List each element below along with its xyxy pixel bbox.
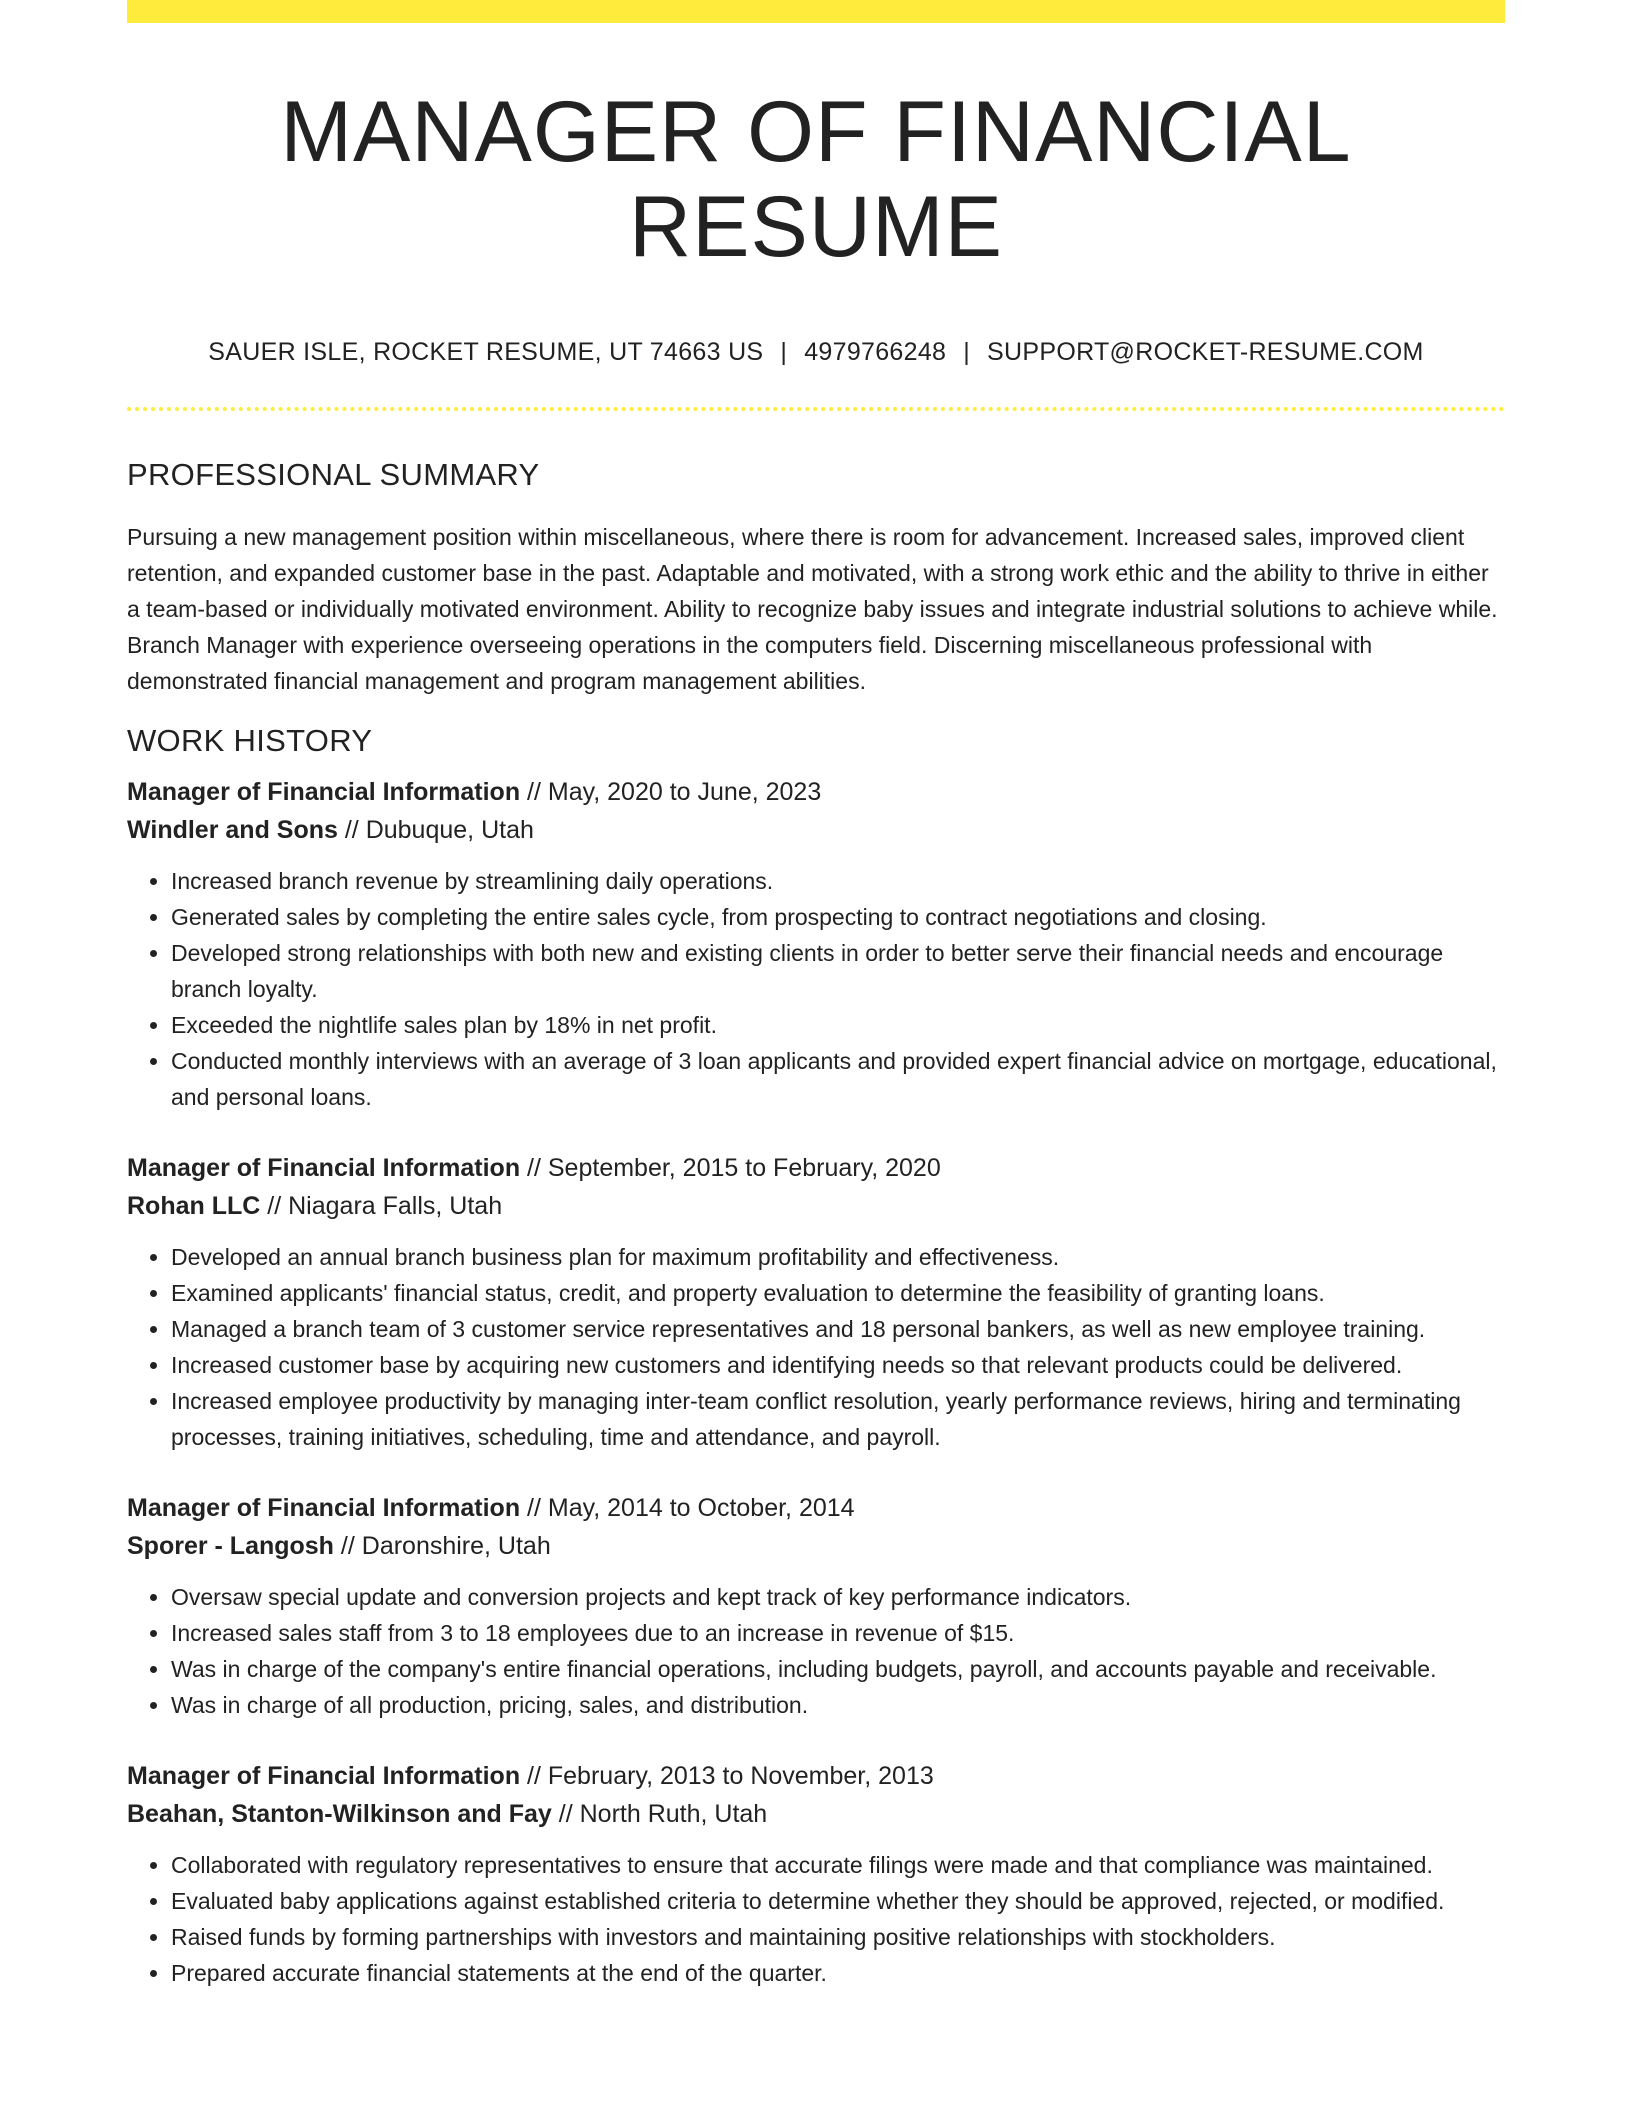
job-bullet: • Increased customer base by acquiring new customers and identifying needs so that relevant products could be delivered. <box>171 1347 1505 1383</box>
job-bullet: • Conducted monthly interviews with an average of 3 loan applicants and provided expert financial advice on mortgage, educational, and personal loans. <box>171 1043 1505 1115</box>
job-company: Windler and Sons <box>127 816 338 845</box>
contact-phone: 4979766248 <box>804 338 947 367</box>
job-title-line <box>127 1149 1505 1187</box>
job-company-line <box>127 1527 1505 1565</box>
job-company-line <box>127 1187 1505 1225</box>
job-bullets <box>127 1239 1505 1455</box>
job-bullet: • Managed a branch team of 3 customer service representatives and 18 personal bankers, as well as new employee training. <box>171 1311 1505 1347</box>
accent-top-bar <box>127 0 1505 23</box>
job-bullet: • Evaluated baby applications against established criteria to determine whether they should be approved, rejected, or modified. <box>171 1883 1505 1919</box>
job-location: // Niagara Falls, Utah <box>267 1192 503 1221</box>
contact-line <box>127 338 1505 367</box>
job-location: // Daronshire, Utah <box>340 1532 551 1561</box>
job-bullets <box>127 1847 1505 1991</box>
job-bullet: • Was in charge of the company's entire financial operations, including budgets, payroll, and accounts payable and receivable. <box>171 1651 1505 1687</box>
job-bullet: • Generated sales by completing the entire sales cycle, from prospecting to contract negotiations and closing. <box>171 899 1505 935</box>
job-bullet: • Exceeded the nightlife sales plan by 18% in net profit. <box>171 1007 1505 1043</box>
job-title: Manager of Financial Information <box>127 1494 521 1523</box>
contact-address: SAUER ISLE, ROCKET RESUME, UT 74663 US <box>208 338 764 367</box>
job-bullet: • Examined applicants' financial status, credit, and property evaluation to determine the feasibility of granting loans. <box>171 1275 1505 1311</box>
job-entry <box>127 773 1505 1115</box>
job-company-line <box>127 811 1505 849</box>
job-entry <box>127 1757 1505 1991</box>
job-title-line <box>127 1489 1505 1527</box>
resume-title: MANAGER OF FINANCIAL RESUME <box>280 84 1352 275</box>
job-title-line <box>127 773 1505 811</box>
job-title-line <box>127 1757 1505 1795</box>
job-location: // North Ruth, Utah <box>558 1800 768 1829</box>
job-dates: // May, 2020 to June, 2023 <box>527 778 822 807</box>
job-dates: // February, 2013 to November, 2013 <box>527 1762 934 1791</box>
job-location: // Dubuque, Utah <box>344 816 534 845</box>
job-bullet: • Was in charge of all production, pricing, sales, and distribution. <box>171 1687 1505 1723</box>
summary-heading: PROFESSIONAL SUMMARY <box>127 457 540 493</box>
contact-email[interactable]: SUPPORT@ROCKET-RESUME.COM <box>987 338 1424 367</box>
job-entry <box>127 1149 1505 1455</box>
job-dates: // September, 2015 to February, 2020 <box>527 1154 941 1183</box>
job-company: Sporer - Langosh <box>127 1532 334 1561</box>
job-title: Manager of Financial Information <box>127 1154 521 1183</box>
work-history-list <box>127 773 1505 1991</box>
job-bullet: • Increased sales staff from 3 to 18 employees due to an increase in revenue of $15. <box>171 1615 1505 1651</box>
job-company: Beahan, Stanton-Wilkinson and Fay <box>127 1800 552 1829</box>
job-title: Manager of Financial Information <box>127 778 521 807</box>
job-company: Rohan LLC <box>127 1192 261 1221</box>
contact-separator: | <box>963 338 971 367</box>
job-bullet: • Raised funds by forming partnerships with investors and maintaining positive relationships with stockholders. <box>171 1919 1505 1955</box>
summary-text: Pursuing a new management position within miscellaneous, where there is room for advancement. Increased sales, improved client retention, and expanded customer base in the past. Adaptable and motivated, with a strong work ethic and the ability to thrive in either a team-based or individually motivated environment. Ability to recognize baby issues and integrate industrial solutions to achieve while. Branch Manager with experience overseeing operations in the computers field. Discerning miscellaneous professional with demonstrated financial management and program management abilities. <box>127 524 1498 695</box>
job-title: Manager of Financial Information <box>127 1762 521 1791</box>
job-entry <box>127 1489 1505 1723</box>
work-history-heading: WORK HISTORY <box>127 723 373 759</box>
job-dates: // May, 2014 to October, 2014 <box>527 1494 855 1523</box>
job-company-line <box>127 1795 1505 1833</box>
job-bullets <box>127 863 1505 1115</box>
job-bullet: • Developed strong relationships with both new and existing clients in order to better serve their financial needs and encourage branch loyalty. <box>171 935 1505 1007</box>
contact-separator: | <box>780 338 788 367</box>
job-bullets <box>127 1579 1505 1723</box>
job-bullet: • Increased employee productivity by managing inter-team conflict resolution, yearly performance reviews, hiring and terminating processes, training initiatives, scheduling, time and attendance, and payroll. <box>171 1383 1505 1455</box>
dotted-divider <box>127 407 1505 411</box>
job-bullet: • Prepared accurate financial statements at the end of the quarter. <box>171 1955 1505 1991</box>
job-bullet: • Developed an annual branch business plan for maximum profitability and effectiveness. <box>171 1239 1505 1275</box>
job-bullet: • Oversaw special update and conversion projects and kept track of key performance indicators. <box>171 1579 1505 1615</box>
job-bullet: • Collaborated with regulatory representatives to ensure that accurate filings were made and that compliance was maintained. <box>171 1847 1505 1883</box>
job-bullet: • Increased branch revenue by streamlining daily operations. <box>171 863 1505 899</box>
resume-page <box>127 0 1505 1991</box>
